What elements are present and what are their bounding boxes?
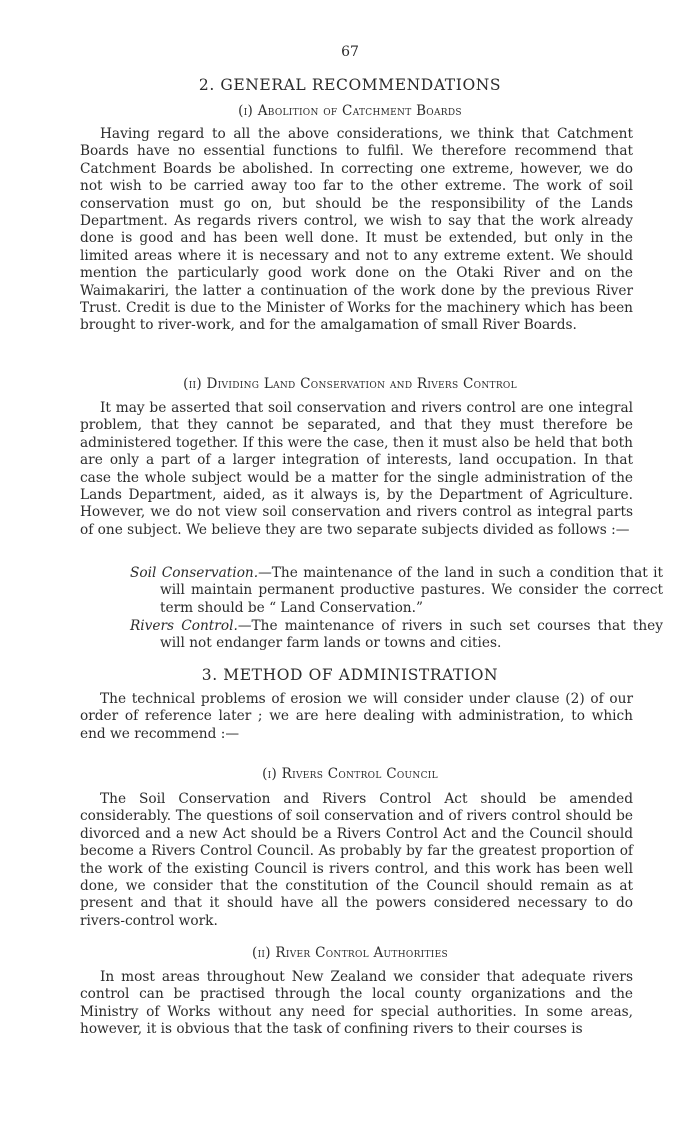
paragraph-river-control-authorities: In most areas throughout New Zealand we consider that adequate rivers control can be practised through the local county organizations and the Ministry of Works without any need for special authorities. In some areas, however, it is obvious that the task of confining rivers to their courses is — [80, 969, 633, 1038]
subsection-title-rivers-control-council: (i) Rivers Control Council — [262, 766, 438, 782]
subsection-title-abolition-catchment-boards: (i) Abolition of Catchment Boards — [238, 103, 462, 119]
definition-text-soil-conservation: —The maintenance of the land in such a condition that it will maintain permanent productive pastures. We consider the correct term should be “ Land Conservation.” — [160, 565, 663, 616]
definition-rivers-control — [130, 618, 663, 653]
section-title-method-of-administration: 3. METHOD OF ADMINISTRATION — [201, 666, 499, 684]
section-title-general-recommendations: 2. GENERAL RECOMMENDATIONS — [198, 76, 502, 94]
definition-term-rivers-control: Rivers Control. — [130, 618, 238, 634]
definition-soil-conservation — [130, 565, 663, 617]
subsection-title-river-control-authorities: (ii) River Control Authorities — [252, 945, 448, 961]
subsection-title-dividing-land-conservation: (ii) Dividing Land Conservation and Rivers Control — [183, 376, 517, 392]
definition-text-rivers-control: —The maintenance of rivers in such set courses that they will not endanger farm lands or towns and cities. — [160, 618, 663, 652]
paragraph-abolition-catchment-boards: Having regard to all the above considerations, we think that Catchment Boards have no essential functions to fulfil. We therefore recommend that Catchment Boards be abolished. In correcting one extreme, however, we do not wish to be carried away too far to the other extreme. The work of soil conservation must go on, but should be the responsibility of the Lands Department. As regards rivers control, we wish to say that the work already done is good and has been well done. It must be extended, but only in the limited areas where it is necessary and not to any extreme extent. We should mention the particularly good work done on the Otaki River and on the Waimakariri, the latter a continuation of the work done by the previous River Trust. Credit is due to the Minister of Works for the machinery which has been brought to river-work, and for the amalgamation of small River Boards. — [80, 126, 633, 334]
paragraph-dividing-land-conservation: It may be asserted that soil conservation and rivers control are one integral problem, that they cannot be separated, and that they must therefore be administered together. If this were the case, then it must also be held that both are only a part of a larger integration of interests, land occupation. In that case the whole subject would be a matter for the single administration of the Lands Department, aided, as it always is, by the Department of Agriculture. However, we do not view soil conservation and rivers control as integral parts of one subject. We believe they are two separate subjects divided as follows :— — [80, 400, 633, 538]
paragraph-rivers-control-council: The Soil Conservation and Rivers Control Act should be amended considerably. The questions of soil conservation and of rivers control should be divorced and a new Act should be a Rivers Control Act and the Council should become a Rivers Control Council. As probably by far the greatest proportion of the work of the existing Council is rivers control, and this work has been well done, we consider that the constitution of the Council should remain as at present and that it should have all the powers considered necessary to do rivers-control work. — [80, 791, 633, 929]
definition-term-soil-conservation: Soil Conservation. — [130, 565, 259, 581]
page-number: 67 — [341, 44, 359, 60]
paragraph-method-intro: The technical problems of erosion we will consider under clause (2) of our order of reference later ; we are here dealing with administration, to which end we recommend :— — [80, 691, 633, 742]
